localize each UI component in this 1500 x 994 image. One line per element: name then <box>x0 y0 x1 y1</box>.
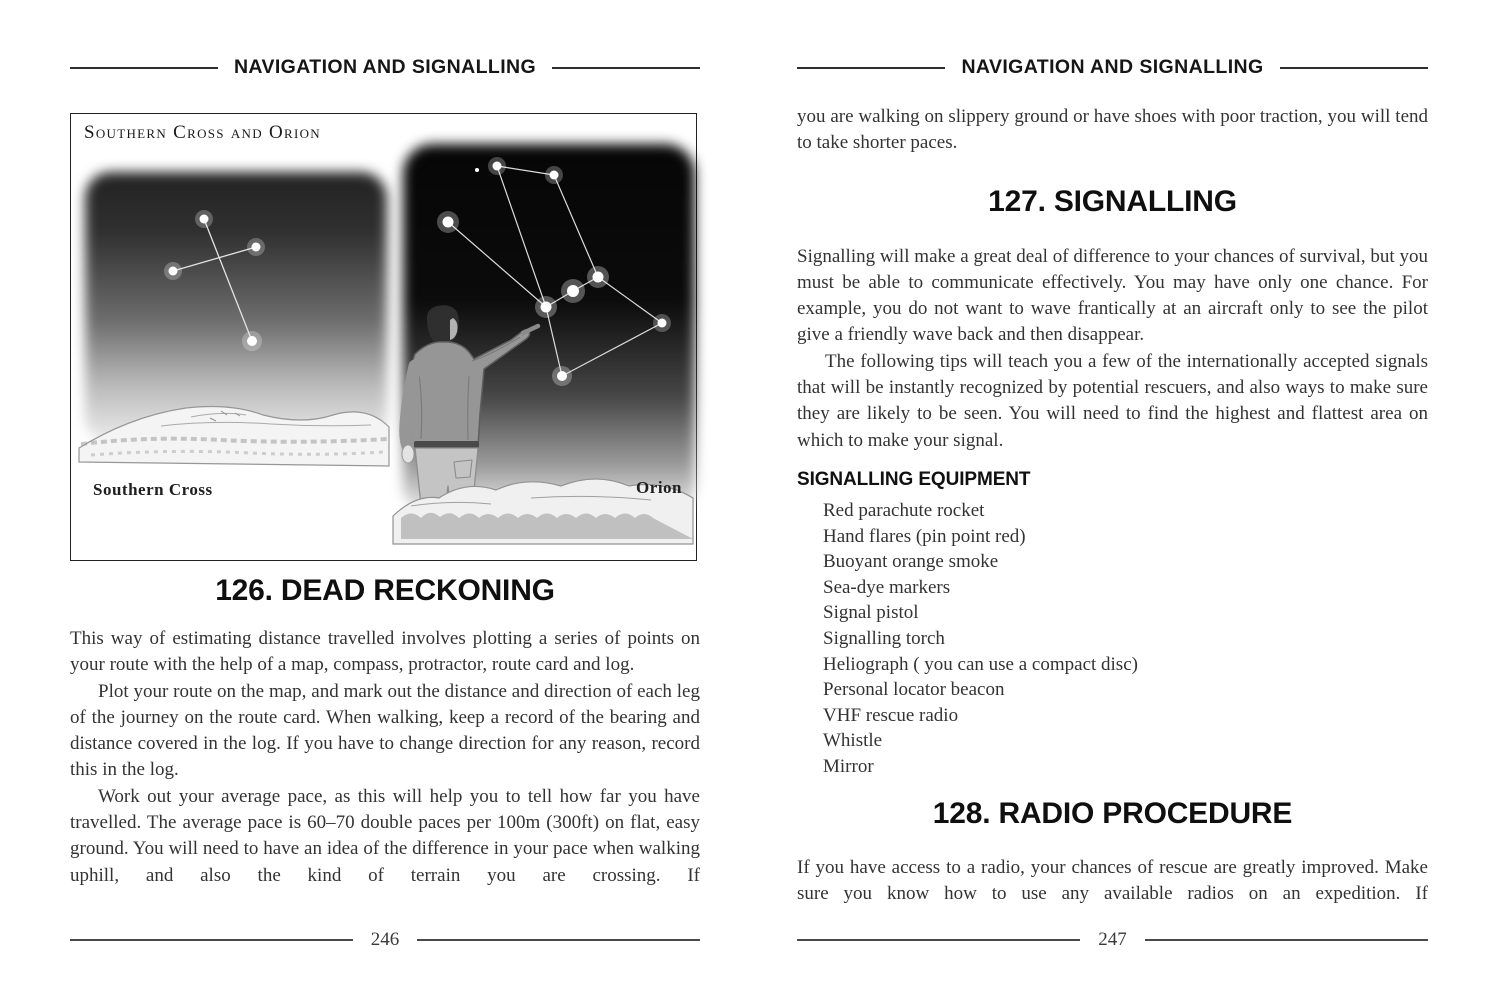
footer-rule <box>417 939 700 941</box>
section-127-title: 127. SIGNALLING <box>988 184 1237 218</box>
header-rule <box>797 67 945 69</box>
constellation-figure <box>70 113 697 561</box>
footer-rule <box>797 939 1080 941</box>
paragraph: If you have access to a radio, your chances of rescue are greatly improved. Make sure you know how to use any available radios on an expedition. If <box>797 856 1428 904</box>
section-126-title: 126. DEAD RECKONING <box>215 574 555 607</box>
header-rule <box>1280 67 1428 69</box>
southern-cross-label: Southern Cross <box>93 480 213 499</box>
running-head-left <box>70 56 700 79</box>
list-item: Buoyant orange smoke <box>823 551 999 573</box>
running-head-right <box>797 56 1428 79</box>
paragraph: The following tips will teach you a few of the internationally accepted signals that will be instantly recognized by potential rescuers, and also ways to make sure they are likely to be seen. You will need to find the highest and flattest area on which to make your signal. <box>797 350 1428 451</box>
page-number: 246 <box>370 929 400 950</box>
list-item: Red parachute rocket <box>823 499 985 521</box>
paragraph: Work out your average pace, as this will help you to tell how far you have travelled. The average pace is 60–70 double paces per 100m (300ft) on flat, easy ground. You will need to have an idea of the difference in your pace when walking uphill, and also the kind of terrain you are crossing. If <box>70 785 700 886</box>
left-page <box>70 0 700 994</box>
paragraph: Plot your route on the map, and mark out the distance and direction of each leg of the journey on the route card. When walking, keep a record of the bearing and distance covered in the log. If you have to change direction for any reason, record this in the log. <box>70 680 700 781</box>
list-item: Whistle <box>823 730 883 752</box>
orion-constellation <box>437 157 671 386</box>
paragraph: This way of estimating distance travelled involves plotting a series of points on your route with the help of a map, compass, protractor, route card and log. <box>70 628 700 676</box>
list-item: VHF rescue radio <box>823 704 959 726</box>
landscape-sketch-left <box>79 407 389 466</box>
southern-cross-constellation <box>164 210 265 351</box>
running-head-title: NAVIGATION AND SIGNALLING <box>233 56 537 78</box>
page-number: 247 <box>1098 929 1127 950</box>
list-item: Sea-dye markers <box>823 576 951 598</box>
page-footer-left <box>70 929 700 951</box>
equipment-list <box>797 498 1428 780</box>
list-item: Mirror <box>823 755 874 777</box>
header-rule <box>552 67 700 69</box>
right-page <box>797 0 1428 994</box>
footer-rule <box>70 939 353 941</box>
equipment-heading: SIGNALLING EQUIPMENT <box>797 468 1031 490</box>
list-item: Hand flares (pin point red) <box>823 525 1026 547</box>
list-item: Heliograph ( you can use a compact disc) <box>823 653 1138 675</box>
page-footer-right <box>797 929 1428 951</box>
section-128-title: 128. RADIO PROCEDURE <box>932 796 1293 830</box>
paragraph: Signalling will make a great deal of difference to your chances of survival, but you must be able to communicate effectively. You may have only one chance. For example, you do not want to wave frantically at an aircraft only to see the pilot give a friendly wave back and then disappear. <box>797 245 1428 346</box>
running-head-title: NAVIGATION AND SIGNALLING <box>961 56 1264 78</box>
list-item: Personal locator beacon <box>823 679 1005 701</box>
header-rule <box>70 67 218 69</box>
figure-caption: Southern Cross and Orion <box>84 122 321 143</box>
orion-label: Orion <box>636 478 682 497</box>
list-item: Signal pistol <box>823 602 919 624</box>
right-page-text <box>797 104 1428 907</box>
footer-rule <box>1145 939 1428 941</box>
section-126 <box>70 572 700 889</box>
list-item: Signalling torch <box>823 627 945 649</box>
continuation-paragraph: you are walking on slippery ground or have shoes with poor traction, you will tend to take shorter paces. <box>797 106 1428 154</box>
